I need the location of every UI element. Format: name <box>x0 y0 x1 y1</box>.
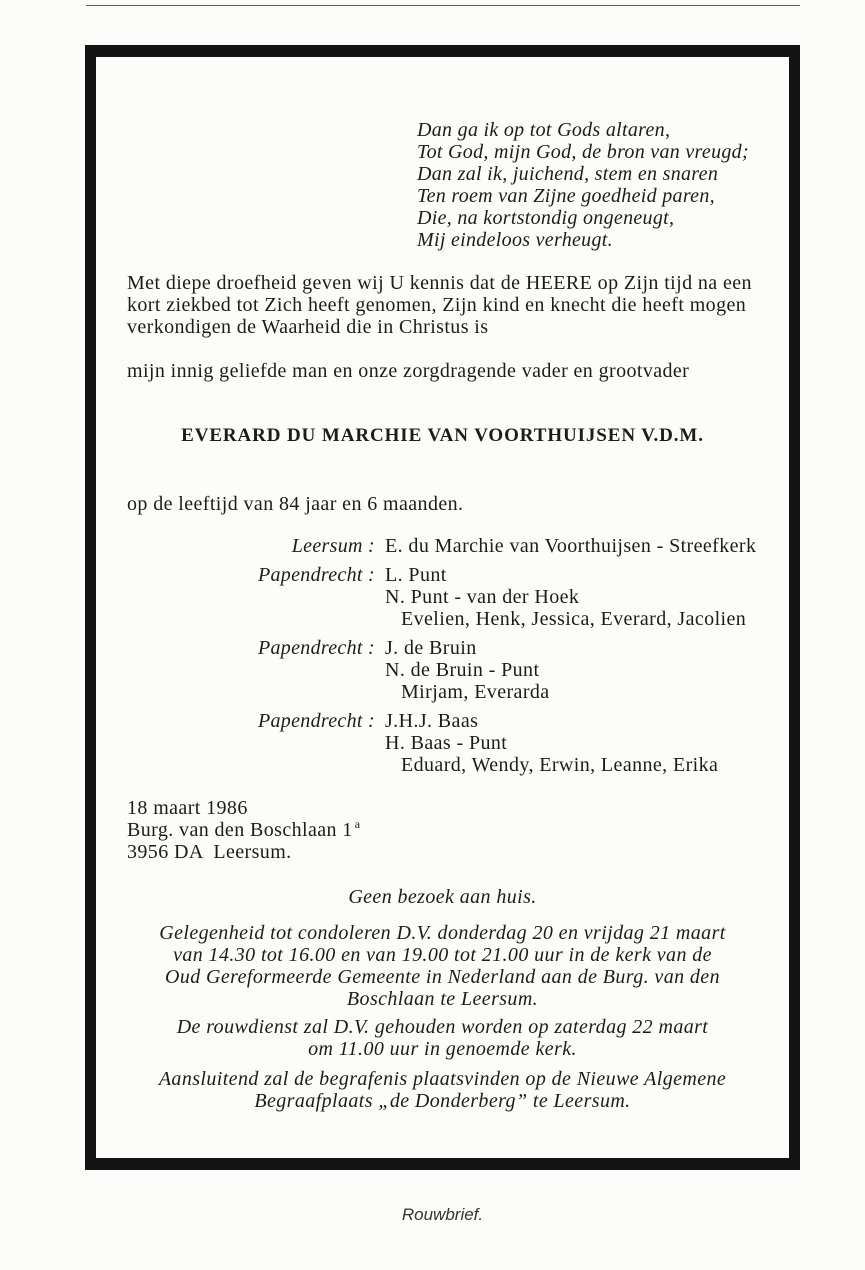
family-place: Leersum : <box>291 535 375 557</box>
family-children: Eduard, Wendy, Erwin, Leanne, Erika <box>401 754 719 776</box>
family-member: N. de Bruin - Punt <box>385 659 540 681</box>
family-group <box>230 564 785 630</box>
announcement-line: kort ziekbed tot Zich heeft genomen, Zijn kind en knecht die heeft mogen <box>127 294 747 316</box>
notice-line: om 11.00 uur in genoemde kerk. <box>308 1038 577 1060</box>
notice-line: Gelegenheid tot condoleren D.V. donderdag 20 en vrijdag 21 maart <box>159 922 726 944</box>
no-visit-notice <box>97 886 788 908</box>
notice-line: Aansluitend zal de begrafenis plaatsvinden op de Nieuwe Algemene <box>158 1068 727 1090</box>
family-members <box>385 710 785 776</box>
family-member: L. Punt <box>385 564 447 586</box>
announcement-paragraph <box>127 272 752 338</box>
family-place: Papendrecht : <box>257 564 375 586</box>
figure-caption: Rouwbrief. <box>401 1205 484 1224</box>
family-group <box>230 637 785 703</box>
family-member: H. Baas - Punt <box>385 732 508 754</box>
sender-address <box>127 797 360 863</box>
notice-line: Oud Gereformeerde Gemeente in Nederland aan de Burg. van den <box>165 966 720 988</box>
poem-line: Dan ga ik op tot Gods altaren, <box>417 119 671 141</box>
family-children: Mirjam, Everarda <box>401 681 550 703</box>
poem-line: Dan zal ik, juichend, stem en snaren <box>417 163 719 185</box>
family-group <box>230 710 785 776</box>
notice-line: Boschlaan te Leersum. <box>346 988 539 1010</box>
condolence-notice <box>97 922 788 1010</box>
announcement-line: Met diepe droefheid geven wij U kennis dat de HEERE op Zijn tijd na een <box>127 272 752 294</box>
street-text: Burg. van den Boschlaan 1 <box>127 819 353 841</box>
street-number-suffix: a <box>354 817 361 831</box>
poem-line: Tot God, mijn God, de bron van vreugd; <box>417 141 749 163</box>
family-place: Papendrecht : <box>257 710 375 732</box>
notice-line: Geen bezoek aan huis. <box>348 886 537 908</box>
deceased-name-text: EVERARD DU MARCHIE VAN VOORTHUIJSEN V.D.M. <box>181 425 704 446</box>
family-member: J. de Bruin <box>385 637 477 659</box>
family-group <box>230 535 785 557</box>
family-members <box>385 535 785 557</box>
notice-line: De rouwdienst zal D.V. gehouden worden op zaterdag 22 maart <box>176 1016 709 1038</box>
family-member: E. du Marchie van Voorthuijsen - Streefkerk <box>385 535 757 557</box>
burial-notice <box>97 1068 788 1112</box>
poem-line: Die, na kortstondig ongeneugt, <box>417 207 675 229</box>
date-line: 18 maart 1986 <box>127 797 248 819</box>
poem-verse <box>417 119 749 251</box>
family-member: N. Punt - van der Hoek <box>385 586 580 608</box>
poem-line: Ten roem van Zijne goedheid paren, <box>417 185 715 207</box>
family-place: Papendrecht : <box>257 637 375 659</box>
notice-line: Begraafplaats „de Donderberg” te Leersum. <box>254 1090 631 1112</box>
street-line <box>127 819 360 841</box>
poem-line: Mij eindeloos verheugt. <box>417 229 613 251</box>
family-members <box>385 564 785 630</box>
family-members <box>385 637 785 703</box>
age-text: op de leeftijd van 84 jaar en 6 maanden. <box>127 493 464 515</box>
announcement-line: verkondigen de Waarheid die in Christus is <box>127 316 489 338</box>
relation-text: mijn innig geliefde man en onze zorgdragende vader en grootvader <box>127 360 690 382</box>
family-list <box>230 535 785 783</box>
deceased-name <box>97 425 788 447</box>
age-line <box>127 493 463 515</box>
family-member: J.H.J. Baas <box>385 710 479 732</box>
funeral-service-notice <box>97 1016 788 1060</box>
family-children: Evelien, Henk, Jessica, Everard, Jacolien <box>401 608 747 630</box>
postcode-city-line: 3956 DA Leersum. <box>127 841 292 863</box>
top-rule <box>86 5 800 6</box>
relation-line <box>127 360 689 382</box>
notice-line: van 14.30 tot 16.00 en van 19.00 tot 21.00 uur in de kerk van de <box>173 944 712 966</box>
